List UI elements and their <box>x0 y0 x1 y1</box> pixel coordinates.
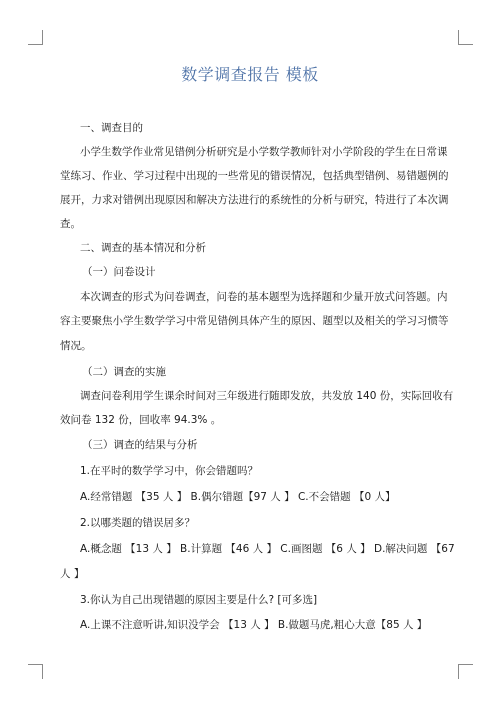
survey-question-3: 3.你认为自己出现错题的原因主要是什么? [可多选] <box>80 594 318 606</box>
survey-question-2-options-cont: 人 】 <box>60 568 85 580</box>
paragraph-line: 容主要聚焦小学生数学学习中常见错例具体产生的原因、题型以及相关的学习习惯等 <box>60 315 449 327</box>
subsection-heading-design: （一）问卷设计 <box>82 266 156 278</box>
paragraph-line: 展开，力求对错例出现原因和解决方法进行的系统性的分析与研究，特进行了本次调 <box>60 194 449 206</box>
paragraph-line: 调查问卷利用学生课余时间对三年级进行随即发放，共发放 140 份，实际回收有 <box>80 390 454 402</box>
paragraph-line: 效问卷 132 份，回收率 94.3% 。 <box>60 414 222 426</box>
crop-mark-top-left <box>28 30 43 45</box>
survey-question-2: 2.以哪类题的错误居多？ <box>80 517 196 529</box>
survey-question-2-options: A.概念题 【13 人 】 B.计算题 【46 人 】 C.画图题 【6 人 】 D.解决问题 【67 <box>80 543 455 555</box>
survey-question-1-options: A.经常错题 【35 人 】 B.偶尔错题【97 人 】 C.不会错题 【0 人】 <box>80 491 396 503</box>
paragraph-line: 堂练习、作业、学习过程中出现的一些常见的错误情况，包括典型错例、易错题例的 <box>60 170 449 182</box>
paragraph-line: 情况。 <box>60 340 92 352</box>
crop-mark-bottom-left <box>28 664 43 679</box>
crop-mark-bottom-right <box>458 664 473 679</box>
paragraph-line: 本次调查的形式为问卷调查，问卷的基本题型为选择题和少量开放式问答题。内 <box>80 291 448 303</box>
survey-question-3-options: A.上课不注意听讲,知识没学会 【13 人 】 B.做题马虎,粗心大意【85 人 】 <box>80 619 428 631</box>
crop-mark-top-right <box>458 30 473 45</box>
paragraph-line: 小学生数学作业常见错例分析研究是小学数学教师针对小学阶段的学生在日常课 <box>80 146 448 158</box>
subsection-heading-results: （三）调查的结果与分析 <box>82 439 198 451</box>
survey-question-1: 1.在平时的数学学习中，你会错题吗？ <box>80 465 259 477</box>
section-heading-purpose: 一、调查目的 <box>80 122 143 134</box>
document-title: 数学调查报告 模板 <box>181 65 319 84</box>
subsection-heading-implementation: （二）调查的实施 <box>82 366 166 378</box>
section-heading-basics: 二、调查的基本情况和分析 <box>80 242 206 254</box>
paragraph-line: 查。 <box>60 218 81 230</box>
